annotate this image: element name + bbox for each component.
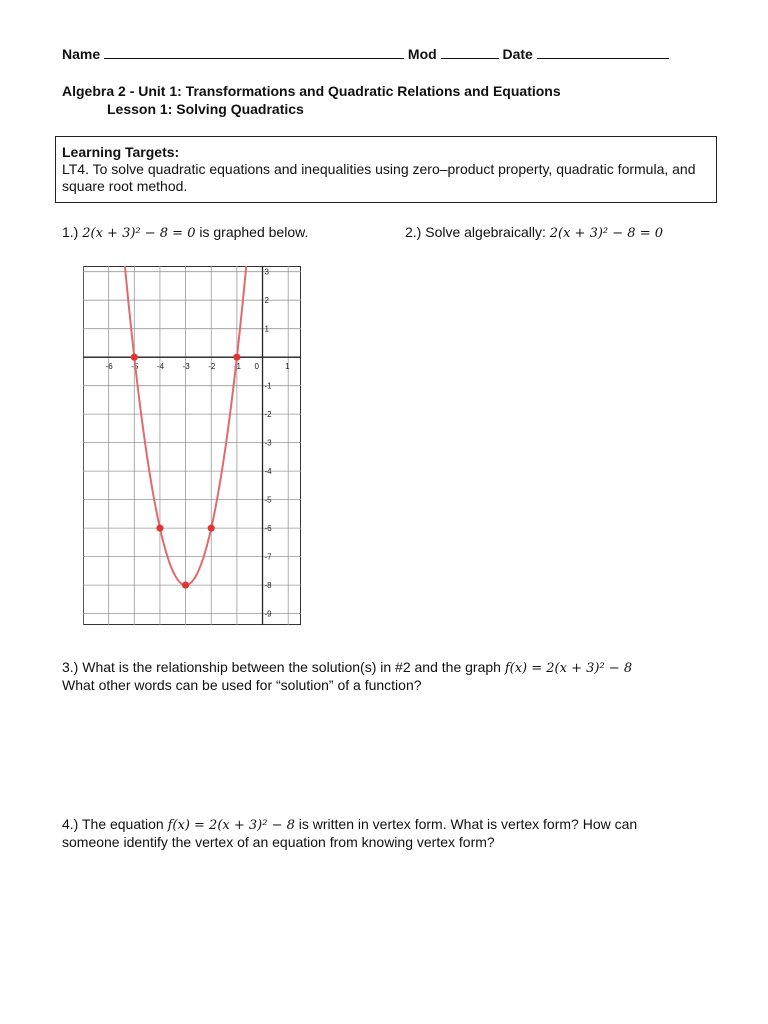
date-label: Date [502,46,533,62]
y-tick-label: -6 [264,524,272,534]
y-tick-label: -7 [264,552,272,562]
q1-equation: 2(x + 3)² − 8 = 0 [82,226,196,241]
q2-equation: 2(x + 3)² − 8 = 0 [549,226,663,241]
mod-blank [441,46,499,59]
graph-point [233,354,240,361]
x-tick-label: -1 [233,362,242,372]
learning-targets-heading: Learning Targets: [62,144,180,160]
graph-point [182,582,189,589]
y-tick-label: -1 [264,381,272,391]
q4-equation: f(x) = 2(x + 3)² − 8 [167,818,295,833]
graph-point [156,525,163,532]
x-tick-label: -2 [208,362,216,372]
q2-prefix: 2.) Solve algebraically: [405,224,550,240]
x-tick-label: 1 [285,362,290,372]
name-label: Name [62,46,101,62]
q1-prefix: 1.) [62,224,83,240]
graph-point [208,525,215,532]
graph-point [131,354,138,361]
question-3 [62,659,632,694]
q3-line1 [62,659,632,677]
header-row [62,46,669,62]
q4-line2: someone identify the vertex of an equation from knowing vertex form? [62,834,495,850]
q3-prefix: 3.) What is the relationship between the solution(s) in #2 and the graph [62,659,505,675]
q4-suffix: is written in vertex form. What is vertex form? How can [294,816,638,832]
learning-targets-box [55,136,717,203]
y-tick-label: 3 [264,267,269,277]
date-blank [537,46,669,59]
unit-title: Algebra 2 - Unit 1: Transformations and Quadratic Relations and Equations [62,83,561,99]
y-tick-label: 2 [264,296,269,306]
y-tick-label: -5 [264,495,272,505]
learning-target-lt4: LT4. To solve quadratic equations and inequalities using zero–product property, quadratic formula, and square root method. [62,161,696,194]
y-tick-label: -2 [264,410,272,420]
x-tick-label: -5 [131,362,139,372]
x-tick-label: -4 [156,362,165,372]
q1-suffix: is graphed below. [195,224,309,240]
question-4 [62,816,637,851]
parabola-graph [83,266,301,625]
q3-line2: What other words can be used for “solution” of a function? [62,677,422,693]
name-blank [104,46,404,59]
lesson-title: Lesson 1: Solving Quadratics [107,101,304,117]
q4-prefix: 4.) The equation [62,816,168,832]
x-tick-label: -3 [182,362,190,372]
y-tick-label: -8 [264,581,272,591]
y-tick-label: -4 [264,467,272,477]
y-tick-label: -3 [264,438,272,448]
x-tick-label: 0 [254,362,259,372]
mod-label: Mod [407,46,437,62]
question-2 [405,224,663,242]
q4-line1 [62,816,637,834]
x-tick-label: -6 [105,362,113,372]
question-1 [62,224,308,242]
y-tick-label: 1 [264,324,269,334]
q3-equation: f(x) = 2(x + 3)² − 8 [504,661,633,676]
y-tick-label: -9 [264,609,272,619]
